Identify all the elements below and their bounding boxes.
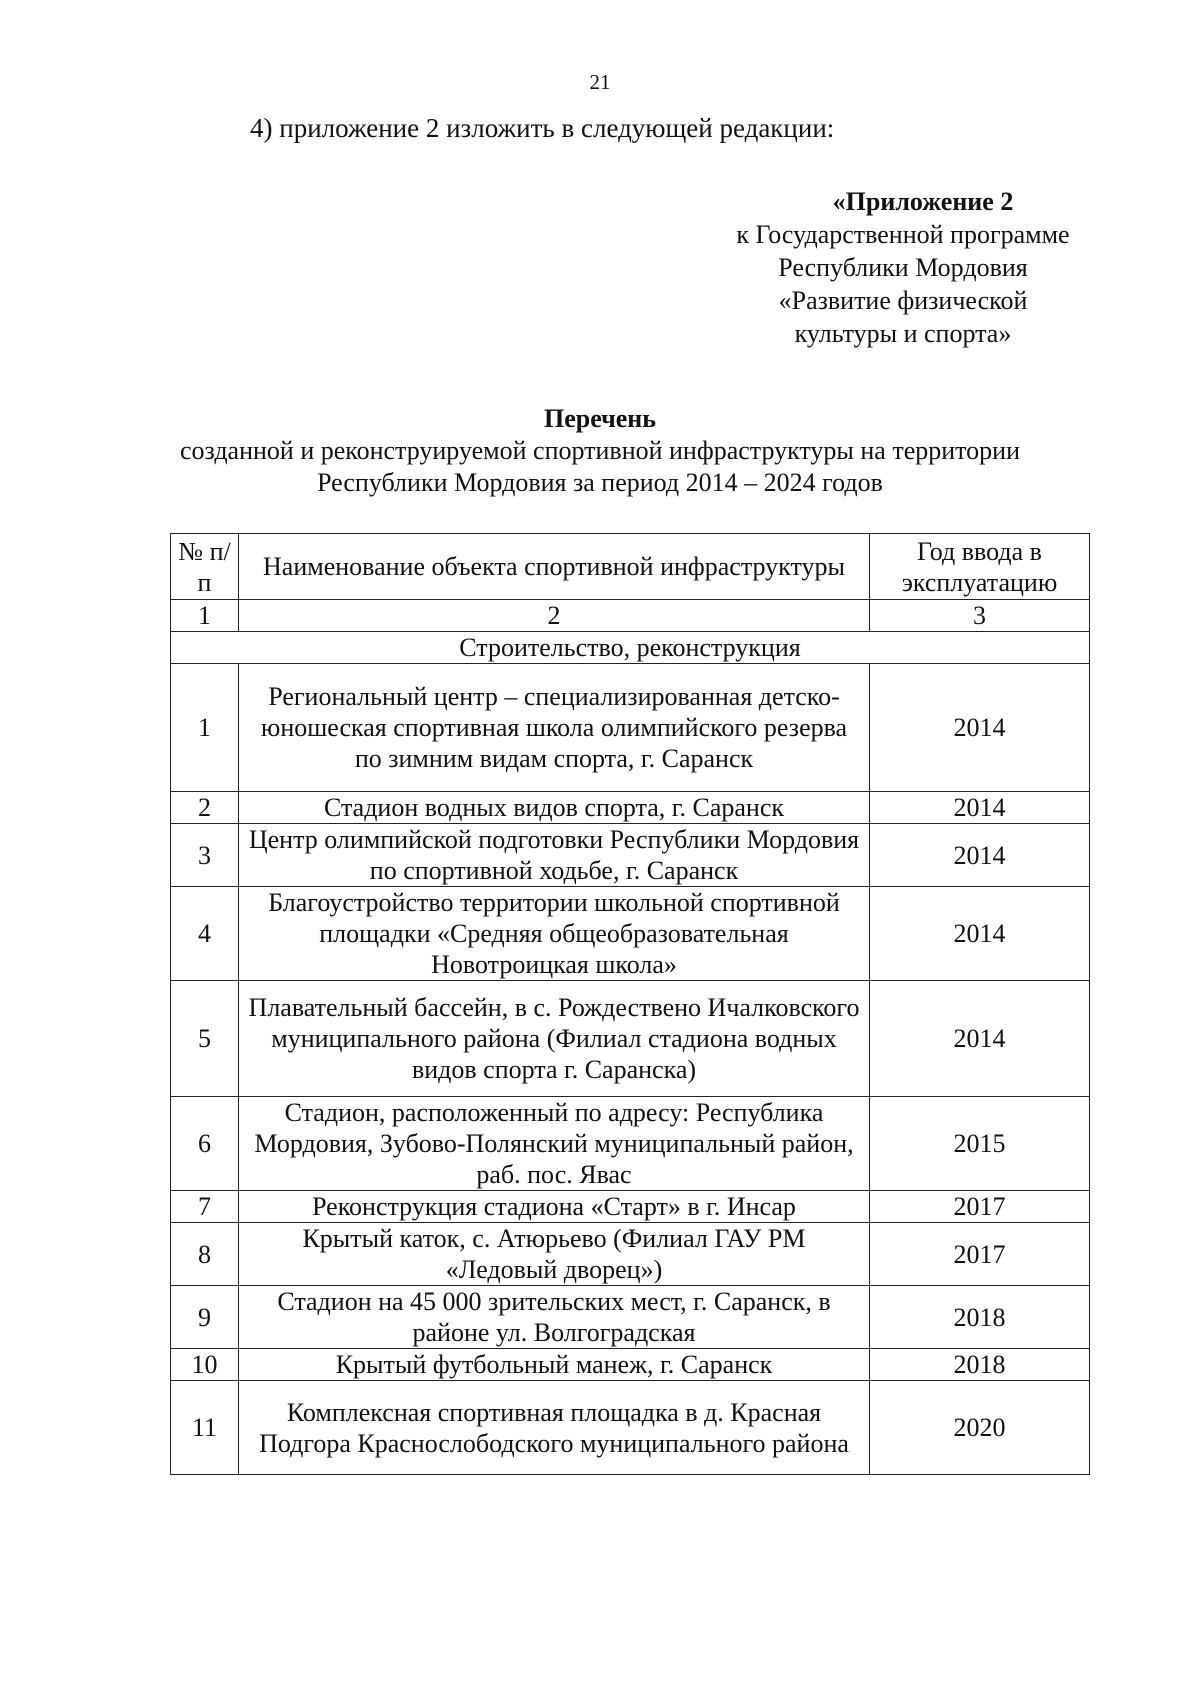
row-number: 2 (171, 792, 239, 824)
row-year: 2018 (870, 1286, 1090, 1349)
appendix-title: «Приложение 2 (832, 187, 1014, 216)
row-number: 6 (171, 1097, 239, 1191)
row-year: 2014 (870, 887, 1090, 981)
table-row (171, 1381, 1090, 1475)
row-name: Центр олимпийской подготовки Республики Мордовия по спортивной ходьбе, г. Саранск (239, 824, 870, 887)
row-year: 2020 (870, 1381, 1090, 1475)
row-year: 2017 (870, 1223, 1090, 1286)
row-name: Плавательный бассейн, в с. Рождествено Ичалковского муниципального района (Филиал стадиона водных видов спорта г. Саранска) (239, 981, 870, 1097)
row-year: 2014 (870, 981, 1090, 1097)
row-year: 2014 (870, 824, 1090, 887)
row-number: 4 (171, 887, 239, 981)
header-year: Год ввода в эксплуатацию (870, 534, 1090, 600)
header-row (171, 534, 1090, 600)
row-name: Реконструкция стадиона «Старт» в г. Инсар (239, 1191, 870, 1223)
col-number: 3 (870, 600, 1090, 632)
row-name: Крытый каток, с. Атюрьево (Филиал ГАУ РМ «Ледовый дворец») (239, 1223, 870, 1286)
header-name: Наименование объекта спортивной инфраструктуры (239, 534, 870, 600)
table-row (171, 1286, 1090, 1349)
row-number: 1 (171, 664, 239, 792)
section-row (171, 632, 1090, 664)
row-name: Стадион на 45 000 зрительских мест, г. Саранск, в районе ул. Волгоградская (239, 1286, 870, 1349)
row-name: Благоустройство территории школьной спортивной площадки «Средняя общеобразовательная Новотроицкая школа» (239, 887, 870, 981)
row-number: 3 (171, 824, 239, 887)
row-year: 2017 (870, 1191, 1090, 1223)
col-number: 2 (239, 600, 870, 632)
row-number: 5 (171, 981, 239, 1097)
row-name: Стадион, расположенный по адресу: Республика Мордовия, Зубово-Полянский муниципальный район, раб. пос. Явас (239, 1097, 870, 1191)
table-row (171, 1191, 1090, 1223)
table-row (171, 664, 1090, 792)
row-name: Комплексная спортивная площадка в д. Красная Подгора Краснослободского муниципального района (239, 1381, 870, 1475)
table-row (171, 1349, 1090, 1381)
table-row (171, 1223, 1090, 1286)
table-row (171, 887, 1090, 981)
section-title: Строительство, реконструкция (171, 632, 1090, 664)
row-number: 11 (171, 1381, 239, 1475)
appendix-line: культуры и спорта» (794, 319, 1012, 348)
row-number: 7 (171, 1191, 239, 1223)
row-number: 8 (171, 1223, 239, 1286)
appendix-line: Республики Мордовия (778, 253, 1028, 282)
title-line: созданной и реконструируемой спортивной инфраструктуры на территории (179, 436, 1021, 465)
row-year: 2014 (870, 792, 1090, 824)
col-number: 1 (171, 600, 239, 632)
row-name: Региональный центр – специализированная детско-юношеская спортивная школа олимпийского резерва по зимним видам спорта, г. Саранск (239, 664, 870, 792)
title-line: Республики Мордовия за период 2014 – 2024 годов (317, 468, 883, 497)
document-title (0, 403, 1200, 499)
table-row (171, 824, 1090, 887)
appendix-line: «Развитие физической (778, 286, 1028, 315)
row-year: 2014 (870, 664, 1090, 792)
column-number-row (171, 600, 1090, 632)
row-name: Стадион водных видов спорта, г. Саранск (239, 792, 870, 824)
table-row (171, 981, 1090, 1097)
table-row (171, 792, 1090, 824)
appendix-line: к Государственной программе (736, 220, 1070, 249)
title-main: Перечень (543, 404, 657, 433)
page-number: 21 (589, 70, 611, 94)
row-number: 10 (171, 1349, 239, 1381)
appendix-block (688, 185, 1118, 350)
row-year: 2015 (870, 1097, 1090, 1191)
table-row (171, 1097, 1090, 1191)
row-number: 9 (171, 1286, 239, 1349)
header-num: № п/п (171, 534, 239, 600)
row-year: 2018 (870, 1349, 1090, 1381)
row-name: Крытый футбольный манеж, г. Саранск (239, 1349, 870, 1381)
intro-text: 4) приложение 2 изложить в следующей редакции: (250, 113, 835, 143)
infrastructure-table (170, 533, 1090, 1475)
